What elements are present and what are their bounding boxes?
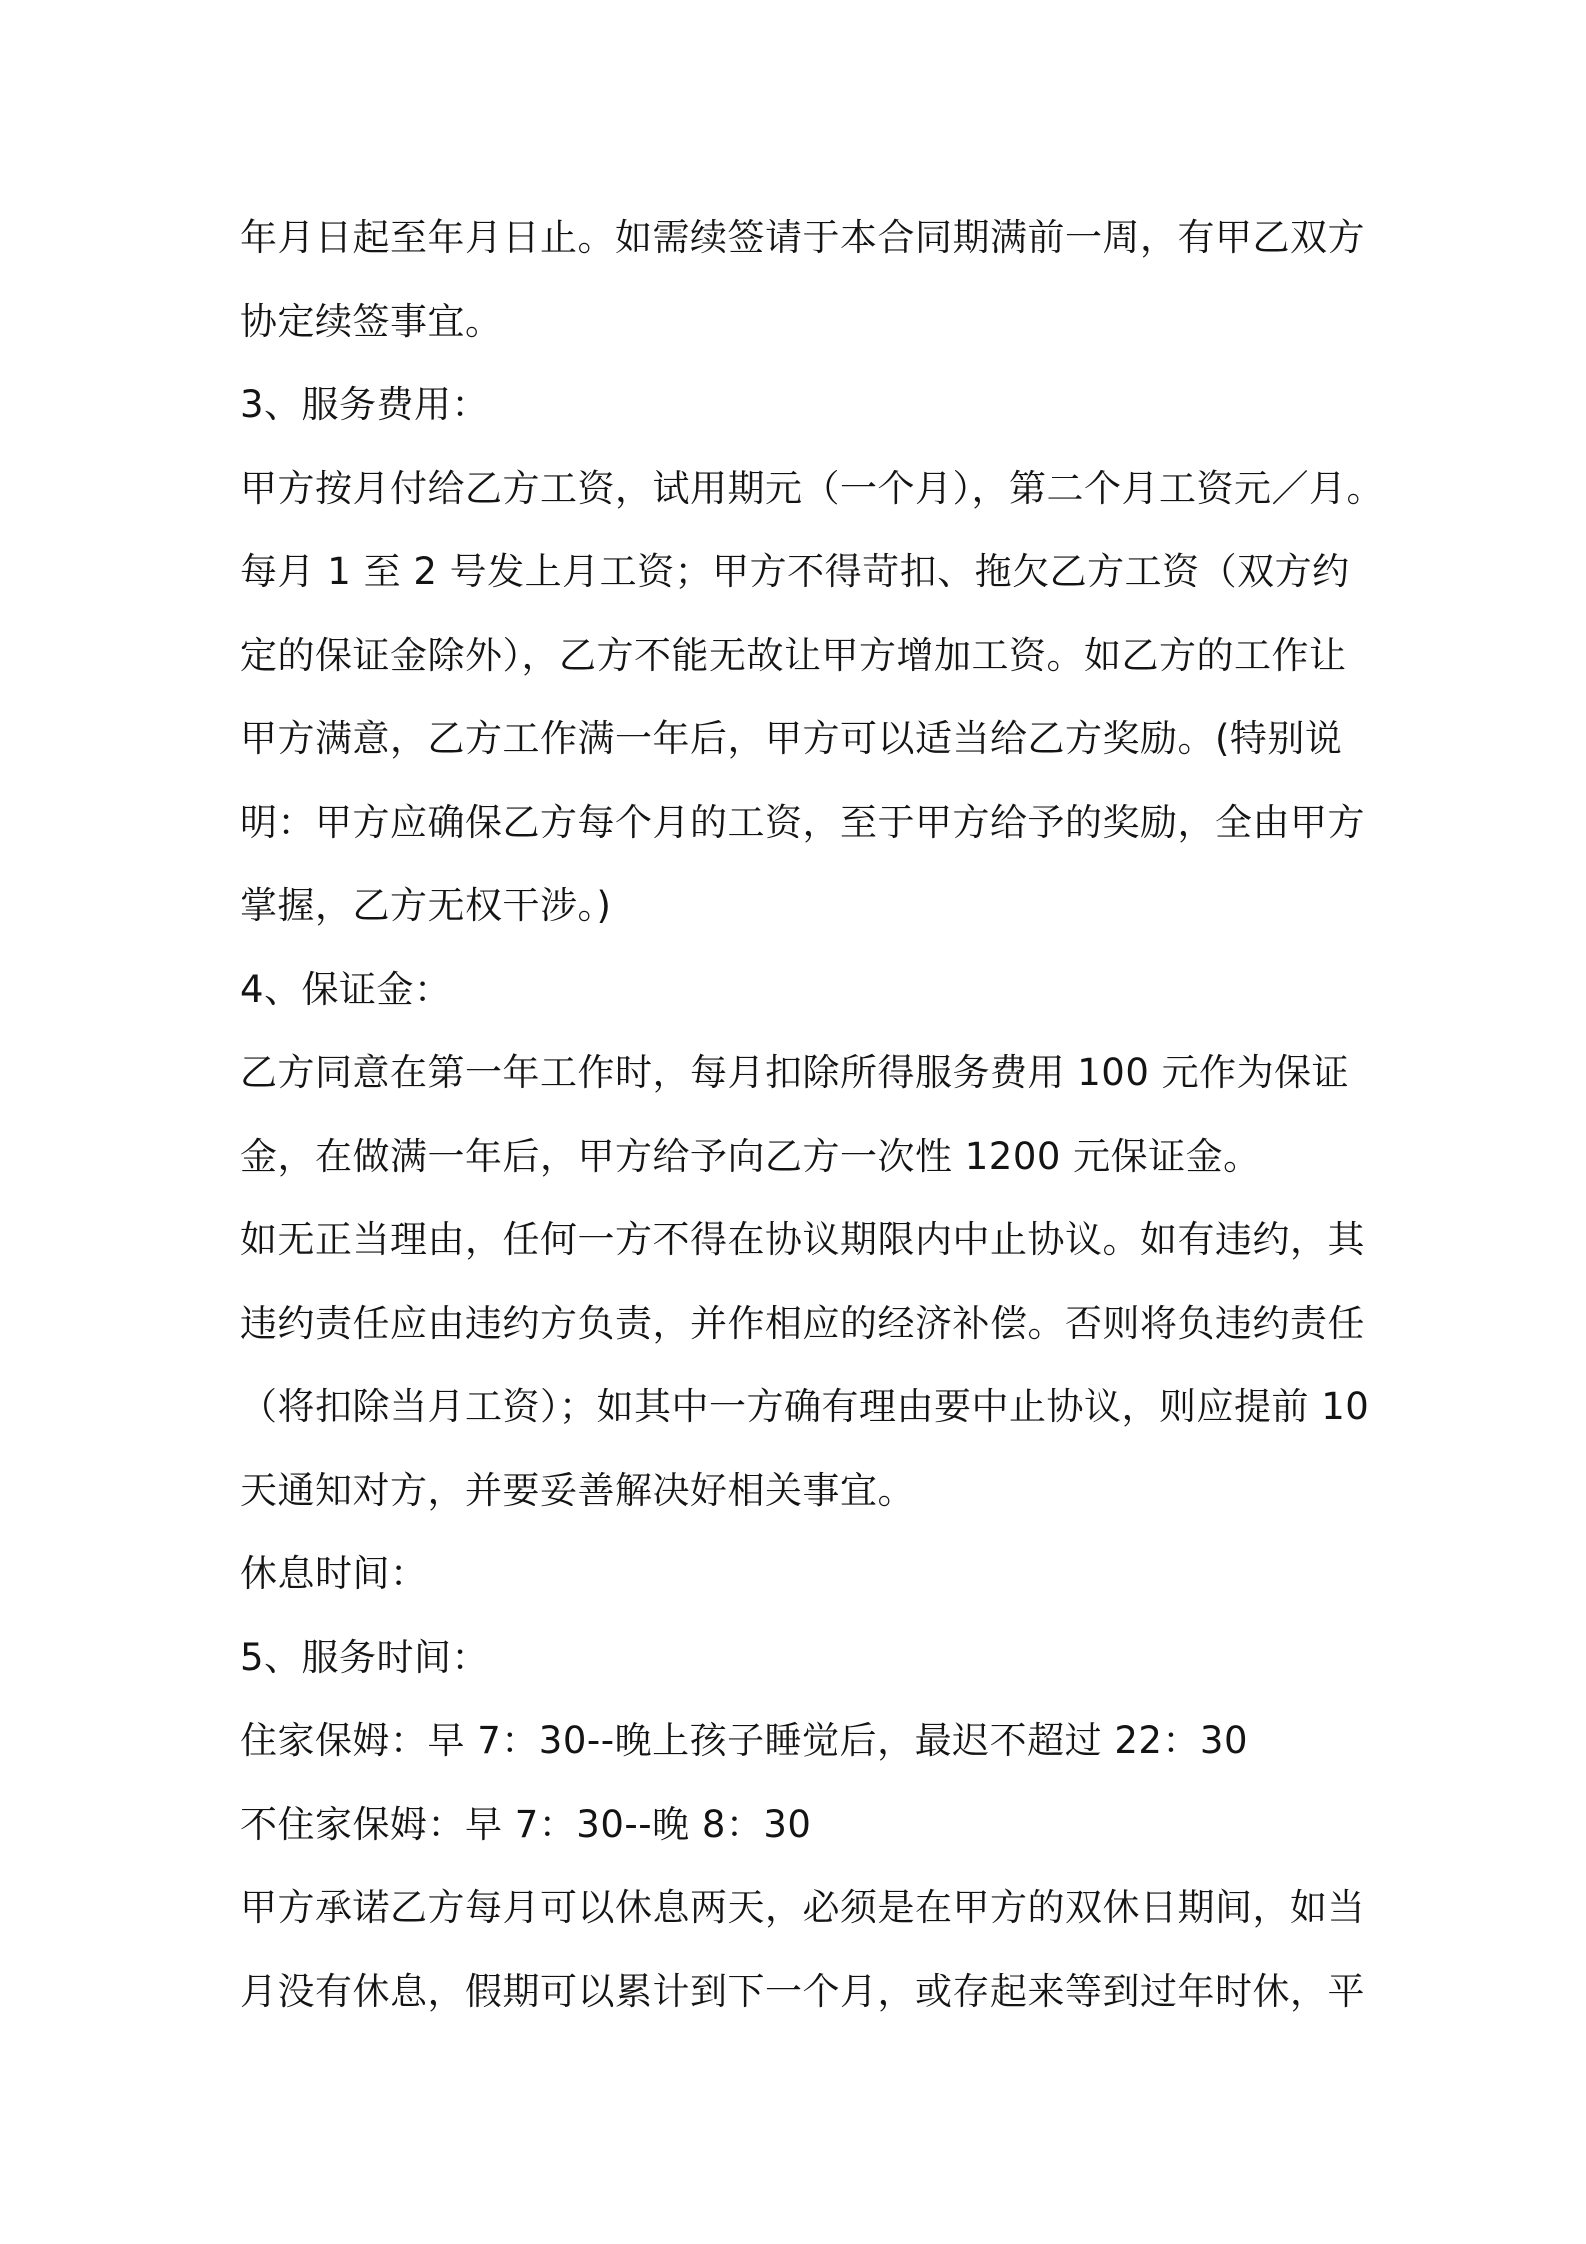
text-line: 乙方同意在第一年工作时，每月扣除所得服务费用 100 元作为保证 (240, 1051, 1350, 1094)
text-line: 协定续签事宜。 (240, 299, 503, 343)
section-heading: 3、服务费用： (240, 383, 490, 426)
document-body (240, 196, 1384, 2033)
text-line: 住家保姆：早 7：30--晚上孩子睡觉后，最迟不超过 22：30 (240, 1719, 1249, 1762)
text-line: 掌握，乙方无权干涉。) (240, 884, 612, 927)
section-heading: 休息时间： (240, 1552, 428, 1595)
text-line: 甲方按月付给乙方工资，试用期元（一个月），第二个月工资元／月。 (240, 466, 1384, 510)
text-line: 年月日起至年月日止。如需续签请于本合同期满前一周，有甲乙双方 (240, 216, 1365, 259)
text-line: 甲方满意，乙方工作满一年后，甲方可以适当给乙方奖励。(特别说 (240, 717, 1343, 760)
text-line: 违约责任应由违约方负责，并作相应的经济补偿。否则将负违约责任 (240, 1301, 1365, 1345)
text-line: （将扣除当月工资）；如其中一方确有理由要中止协议，则应提前 10 (240, 1385, 1370, 1428)
text-line: 天通知对方，并要妥善解决好相关事宜。 (240, 1468, 915, 1512)
section-heading: 4、保证金： (240, 967, 452, 1011)
text-line: 如无正当理由，任何一方不得在协议期限内中止协议。如有违约，其 (240, 1218, 1365, 1261)
text-line: 明：甲方应确保乙方每个月的工资，至于甲方给予的奖励，全由甲方 (240, 800, 1365, 844)
text-line: 甲方承诺乙方每月可以休息两天，必须是在甲方的双休日期间，如当 (240, 1886, 1365, 1929)
text-line: 不住家保姆：早 7：30--晚 8：30 (240, 1802, 812, 1846)
section-heading: 5、服务时间： (240, 1635, 490, 1679)
text-line: 每月 1 至 2 号发上月工资；甲方不得苛扣、拖欠乙方工资（双方约 (240, 550, 1350, 593)
text-line: 定的保证金除外），乙方不能无故让甲方增加工资。如乙方的工作让 (240, 633, 1347, 677)
text-line: 金，在做满一年后，甲方给予向乙方一次性 1200 元保证金。 (240, 1134, 1261, 1178)
text-line: 月没有休息，假期可以累计到下一个月，或存起来等到过年时休，平 (240, 1969, 1365, 2013)
